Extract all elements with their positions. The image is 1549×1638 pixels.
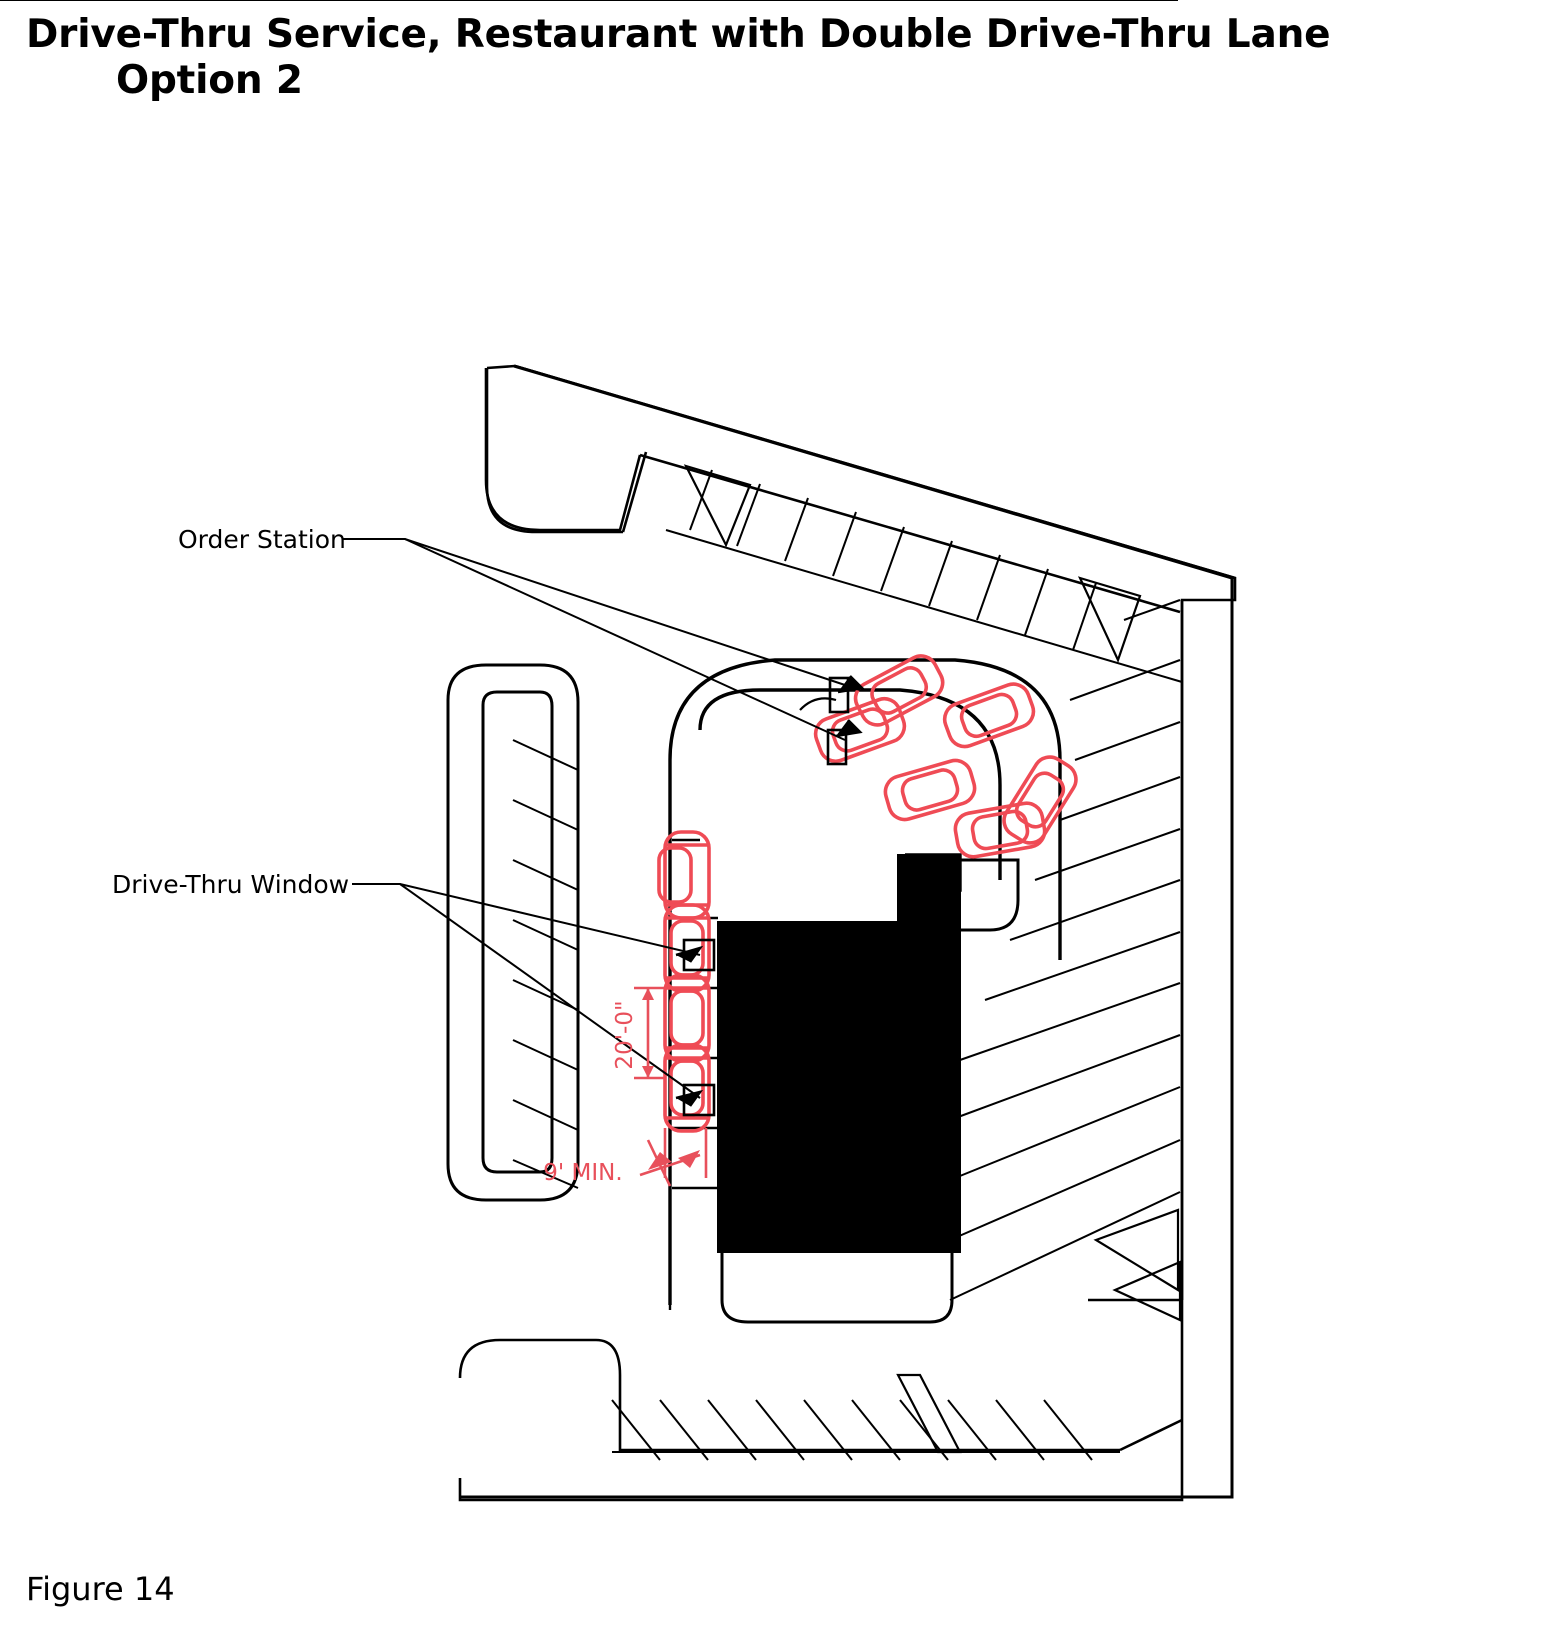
page-title-line-2: Option 2 [116,58,303,104]
bottom-parking-hatching [612,1375,1120,1460]
dimension-stall-depth [634,988,664,1078]
vehicle [940,680,1038,751]
bottom-parking-band [460,1340,1182,1497]
callout-label-order-station: Order Station [178,525,346,554]
callout-label-drive-thru-window: Drive-Thru Window [112,870,350,899]
vehicle [811,694,909,765]
dimension-lane-width [640,1128,706,1186]
vehicle [998,751,1082,849]
figure-caption: Figure 14 [26,1570,175,1608]
dimension-label-stall-depth: 20'-0" [612,1000,638,1070]
left-parking-hatching [513,740,578,1188]
right-parking-curb [1088,600,1182,1300]
dimension-label-lane-width: 9' MIN. [543,1160,623,1186]
restaurant-building [718,855,1018,1322]
page-title-line-1: Drive-Thru Service, Restaurant with Double Drive-Thru Lane [26,12,1331,57]
top-parking-hatching [666,466,1182,682]
